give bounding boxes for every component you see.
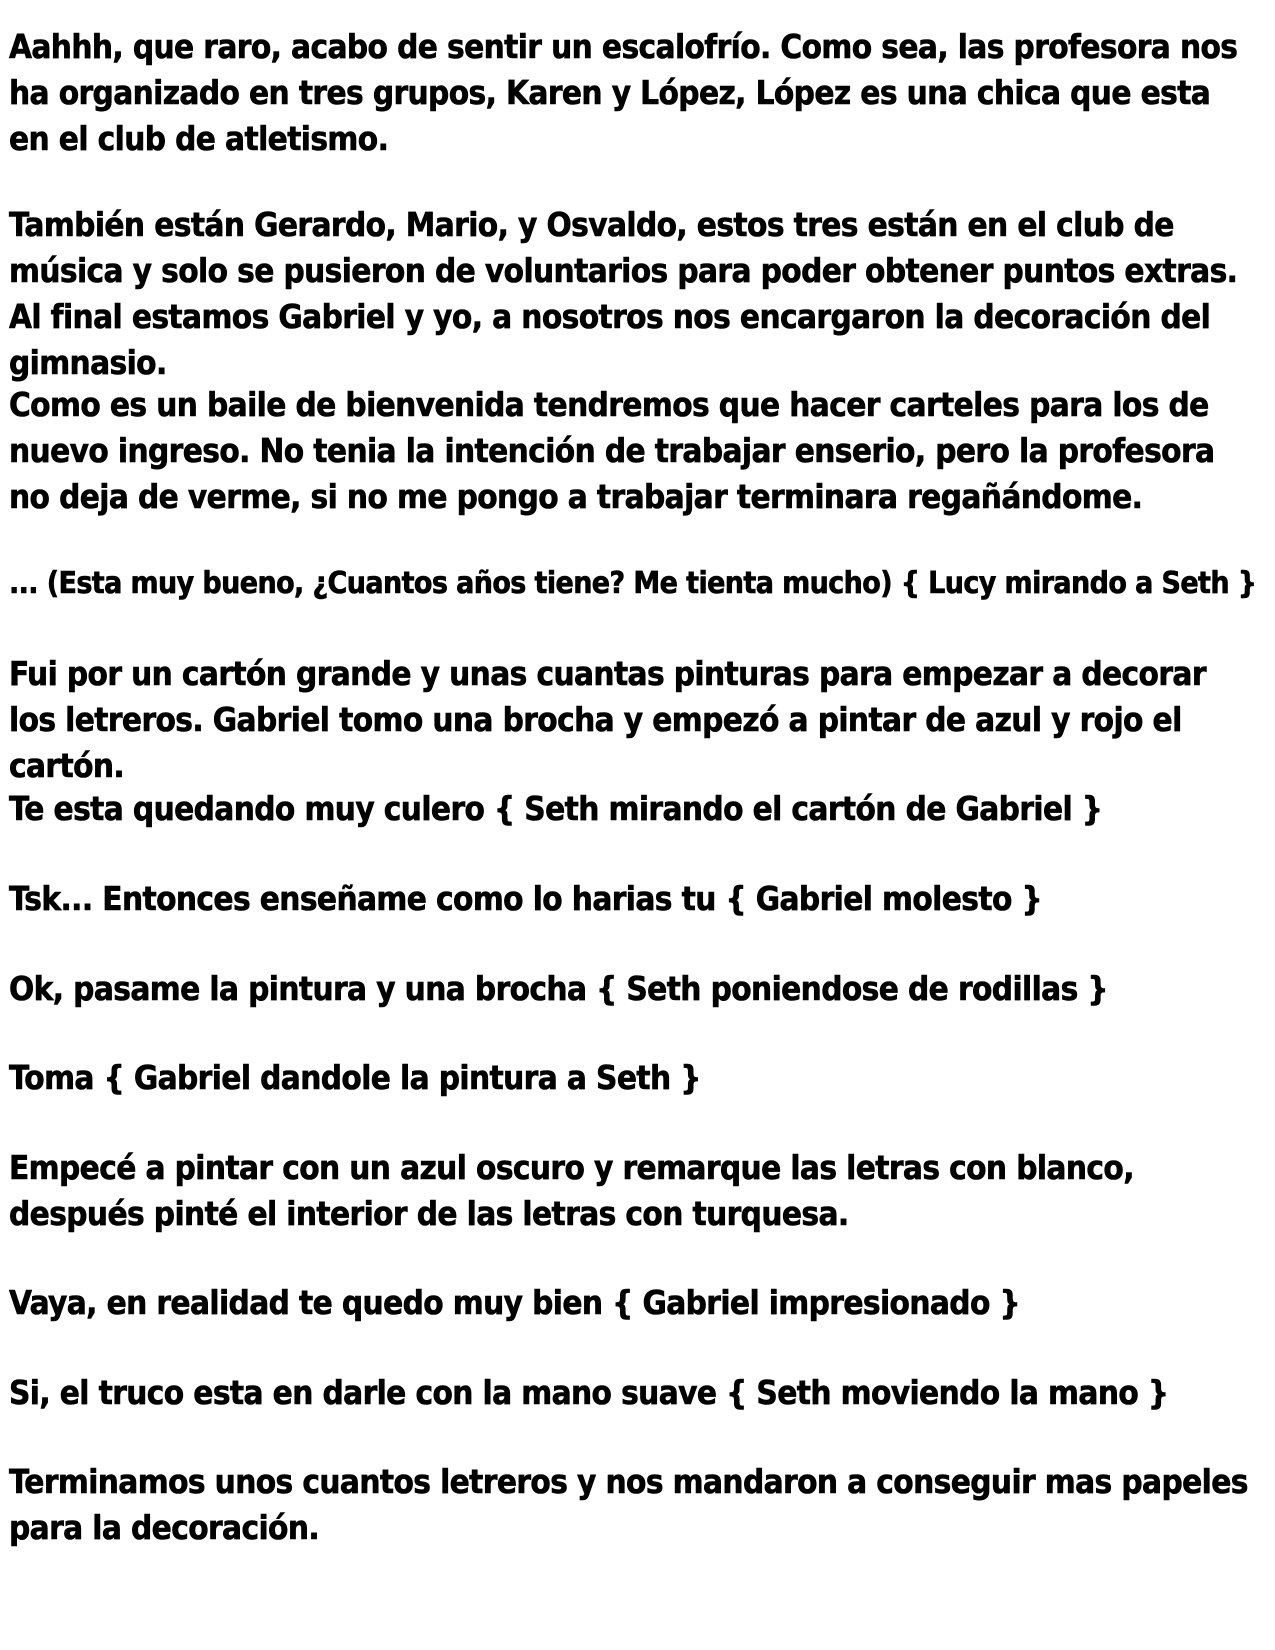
- dialogue-line: Tsk... Entonces enseñame como lo harias tu { Gabriel molesto }: [9, 879, 1043, 918]
- narration-paragraph: Aahhh, que raro, acabo de sentir un escalofrío. Como sea, las profesora nos ha organizado en tres grupos, Karen y López, López es una chica que esta en el club de atletismo.: [9, 27, 1238, 158]
- narration-paragraph: Empecé a pintar con un azul oscuro y remarque las letras con blanco, después pinté el interior de las letras con turquesa.: [9, 1148, 1134, 1233]
- dialogue-line: Ok, pasame la pintura y una brocha { Seth poniendose de rodillas }: [9, 969, 1108, 1008]
- narration-paragraph: Fui por un cartón grande y unas cuantas pinturas para empezar a decorar los letreros. Gabriel tomo una brocha y empezó a pintar de azul y rojo el cartón.: [9, 654, 1206, 785]
- dialogue-line: Si, el truco esta en darle con la mano suave { Seth moviendo la mano }: [9, 1373, 1169, 1412]
- narration-paragraph: Como es un baile de bienvenida tendremos que hacer carteles para los de nuevo ingreso. No tenia la intención de trabajar enserio, pero la profesora no deja de verme, si no me pongo a trabajar terminara regañándome.: [9, 385, 1215, 516]
- dialogue-line: Te esta quedando muy culero { Seth mirando el cartón de Gabriel }: [9, 789, 1103, 828]
- dialogue-line: ... (Esta muy bueno, ¿Cuantos años tiene? Me tienta mucho) { Lucy mirando a Seth }: [9, 566, 1257, 601]
- dialogue-line: Toma { Gabriel dandole la pintura a Seth }: [9, 1058, 701, 1097]
- dialogue-line: Vaya, en realidad te quedo muy bien { Gabriel impresionado }: [9, 1283, 1021, 1322]
- narration-paragraph: Terminamos unos cuantos letreros y nos mandaron a conseguir mas papeles para la decoración.: [9, 1462, 1248, 1547]
- narration-paragraph: También están Gerardo, Mario, y Osvaldo, estos tres están en el club de música y solo se pusieron de voluntarios para poder obtener puntos extras. Al final estamos Gabriel y yo, a nosotros nos encargaron la decoración del gimnasio.: [9, 205, 1238, 382]
